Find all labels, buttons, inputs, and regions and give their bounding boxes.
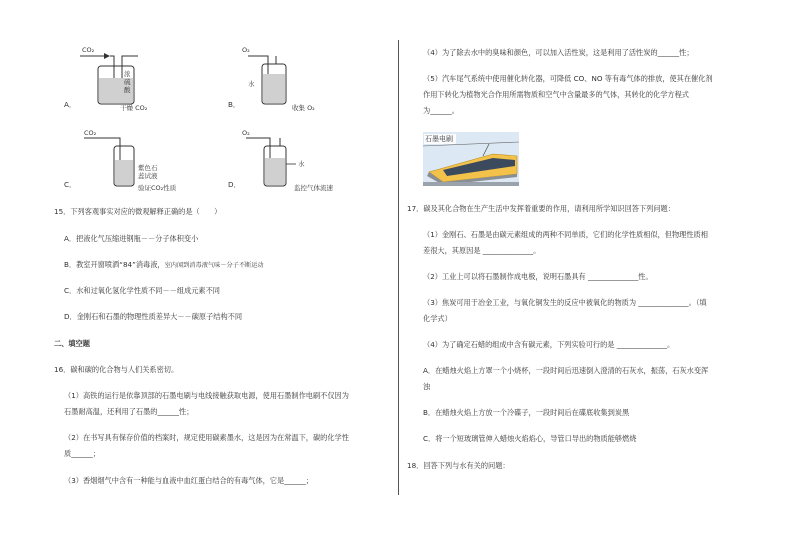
tram-photo xyxy=(423,132,519,186)
q17-part1-line1: （1）金刚石、石墨是由碳元素组成的两种不同单质，它们的化学性质相似，但物理性质相 xyxy=(423,230,708,239)
section-title: 二、填空题 xyxy=(54,339,90,348)
option-a-reagent-3: 酸 xyxy=(124,86,131,94)
option-a-caption: 干燥 CO₂ xyxy=(120,104,148,112)
q17-part2: （2）工业上可以将石墨制作成电极，说明石墨具有 ______________性。 xyxy=(423,272,653,281)
q16-part5-line2: 作用下转化为植物光合作用所需物质和空气中含量最多的气体，其转化的化学方程式 xyxy=(423,90,689,99)
q17-option-b: B．在蜡烛火焰上方放一个冷碟子，一段时间后在碟底收集到炭黑 xyxy=(423,408,630,417)
option-a-reagent-1: 浓 xyxy=(124,70,131,78)
q17-option-c: C．将一个短玻璃管伸入蜡烛火焰焰心，导管口导出的物质能够燃烧 xyxy=(423,434,637,443)
option-b-gas: O₂ xyxy=(242,46,250,54)
option-c-reagent-1: 紫色石 xyxy=(138,164,158,172)
q17-part1-line2: 差很大，其原因是 ______________。 xyxy=(423,246,541,255)
q18-stem: 18．回答下列与水有关的问题： xyxy=(407,461,510,470)
figure-a-wash-bottle xyxy=(78,44,178,114)
option-c-letter: C． xyxy=(64,180,77,189)
q15-option-b xyxy=(64,260,264,271)
figure-b-collect-bottle xyxy=(238,44,328,114)
tram-photo-label: 石墨电刷 xyxy=(425,135,453,143)
q16-part5-line1: （5）汽车尾气系统中使用催化转化器，可降低 CO、NO 等有毒气体的排放，使其在催化剂 xyxy=(423,74,713,83)
q15-stem: 15．下列客观事实对应的微观解释正确的是（ ） xyxy=(54,207,222,216)
q16-part1-line2: 石墨耐高温，还利用了石墨的______性； xyxy=(64,407,194,416)
q16-part4: （4）为了除去水中的臭味和颜色，可以加入活性炭，这是利用了活性炭的______性； xyxy=(423,48,694,57)
option-d-letter: D． xyxy=(228,180,241,189)
q16-part1-line1: （1）高铁的运行是依靠顶部的石墨电刷与电线接触获取电源，使用石墨制作电刷不仅因为 xyxy=(64,391,349,400)
q17-stem: 17．碳及其化合物在生产生活中发挥着重要的作用，请利用所学知识回答下列问题： xyxy=(407,204,675,213)
option-a-gas: CO₂ xyxy=(82,46,95,54)
water-fill xyxy=(263,74,285,103)
q15-option-d: D．金刚石和石墨的物理性质差异大－－碳原子结构不同 xyxy=(64,312,243,321)
water-fill xyxy=(265,158,285,185)
q16-stem: 16．碳和碳的化合物与人们关系密切。 xyxy=(54,365,179,374)
q15-option-b-small: 室内闻到消毒液气味－分子不断运动 xyxy=(164,262,264,269)
figure-c-litmus-bottle xyxy=(80,128,190,194)
option-a-letter: A． xyxy=(64,100,77,109)
right-column xyxy=(399,0,794,560)
q15-option-c: C．水和过氧化氢化学性质不同－－组成元素不同 xyxy=(64,286,220,295)
q15-option-a: A．把液化气压缩进钢瓶－－分子体积变小 xyxy=(64,234,199,243)
q16-part5-line3: 为______。 xyxy=(423,106,459,115)
q16-part3: （3）香烟烟气中含有一种能与血液中血红蛋白结合的有毒气体，它是______； xyxy=(64,476,313,485)
option-d-liquid: 水 xyxy=(298,160,305,168)
option-d-gas: O₂ xyxy=(242,129,250,137)
option-c-reagent-2: 蕊试液 xyxy=(138,172,158,180)
inlet-arrow-head xyxy=(104,53,110,59)
q17-option-a-line1: A．在蜡烛火焰上方罩一个小烧杯，一段时间后迅速倒入澄清的石灰水，振荡，石灰水变浑 xyxy=(423,366,709,375)
option-c-gas: CO₂ xyxy=(84,129,97,137)
inlet-tube xyxy=(84,138,120,172)
option-b-caption: 收集 O₂ xyxy=(292,104,315,112)
option-b-letter: B． xyxy=(228,100,241,109)
liquid-fill xyxy=(115,160,133,185)
figure-d-flow-bottle xyxy=(240,128,340,194)
q17-part4: （4）为了确定石蜡的组成中含有碳元素，下列实验可行的是 ______________。 xyxy=(423,340,675,349)
q17-part3-line2: 化学式） xyxy=(423,314,452,323)
option-d-caption: 监控气体流速 xyxy=(294,184,333,192)
q17-option-a-line2: 浊 xyxy=(423,382,431,391)
q17-part3-line1: （3）焦炭可用于冶金工业，与氧化铜发生的反应中被氧化的物质为 ______________。（填 xyxy=(423,298,707,307)
option-a-reagent-2: 硫 xyxy=(124,78,131,86)
option-c-caption: 验证CO₂性质 xyxy=(138,184,177,192)
q16-part2-line2: 质______； xyxy=(64,449,100,458)
option-b-liquid: 水 xyxy=(248,80,255,88)
q16-part2-line1: （2）在书写具有保存价值的档案时，规定使用碳素墨水，这是因为在常温下，碳的化学性 xyxy=(64,433,349,442)
q15-option-b-main: B．教室开窗喷洒“84”消毒液， xyxy=(64,260,165,269)
